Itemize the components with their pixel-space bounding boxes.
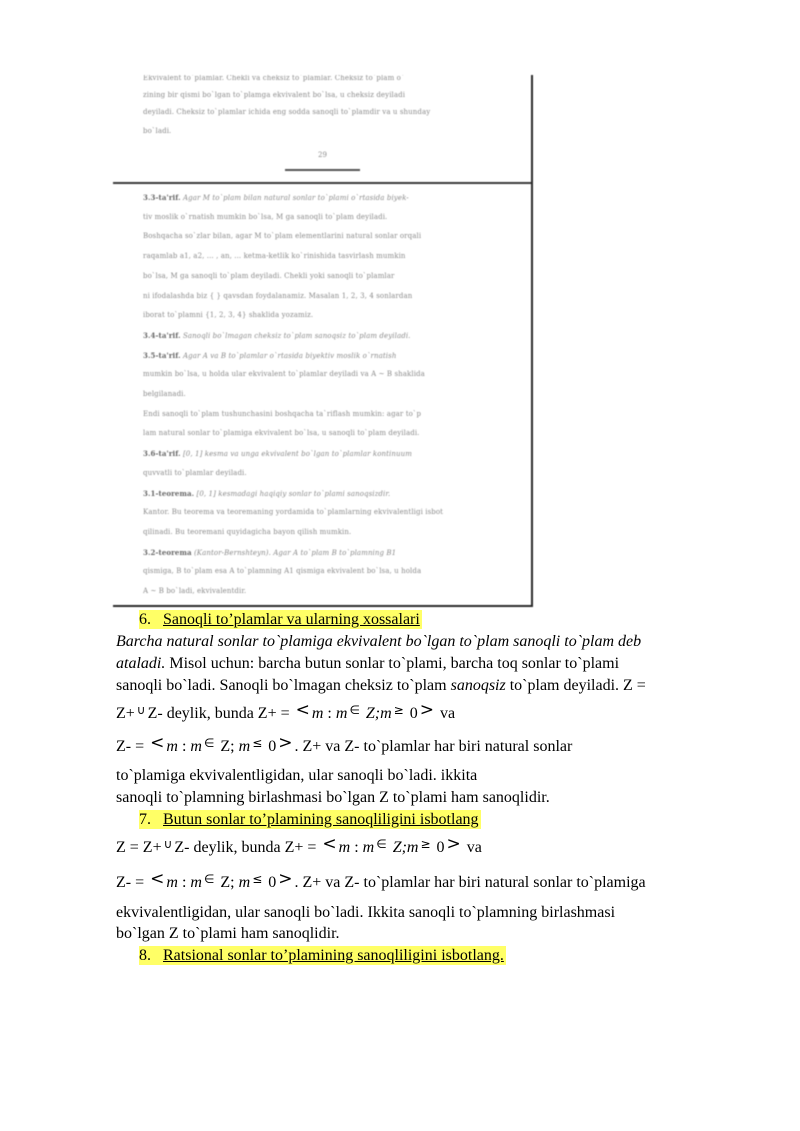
text-run: va	[435, 705, 456, 722]
text-run: Z = Z+	[116, 839, 162, 856]
text-run: :	[177, 738, 191, 755]
text-run: Z;	[220, 738, 235, 755]
scan-line	[143, 252, 406, 260]
scan-text: (Kantor-Bernshteyn). Agar A to`plam B to`plamning B1	[191, 548, 397, 557]
scan-line	[143, 528, 351, 536]
italic-text: Z;m	[392, 839, 419, 856]
scan-text: raqamlab a1, a2, ... , an, ... ketma-ketlik ko`rinishida tasvirlash mumkin	[143, 252, 406, 261]
scan-line	[143, 292, 412, 300]
text-run: . Z+ va Z- to`plamlar har biri natural sonlar	[294, 738, 573, 755]
scan-line	[143, 587, 246, 595]
scan-bold-label: 3.5-ta'rif.	[143, 350, 181, 360]
angle-left-symbol: <	[150, 733, 165, 753]
section-number: 7.	[139, 811, 151, 828]
element-of-symbol: ∈	[203, 872, 215, 886]
scan-page-separator	[113, 182, 533, 184]
union-symbol: ∪	[163, 837, 173, 851]
angle-right-symbol: >	[278, 733, 293, 753]
element-of-symbol: ∈	[376, 837, 387, 851]
text-run: Z- =	[116, 738, 145, 755]
scan-line	[143, 449, 412, 458]
text-run: 0	[436, 839, 445, 856]
scan-line	[143, 193, 409, 202]
scan-line	[143, 489, 390, 498]
scan-text: Endi sanoqli to`plam tushunchasini boshqacha ta`riflash mumkin: agar to`p	[143, 409, 422, 418]
text-run: Z+	[116, 705, 135, 722]
scan-text: A ~ B bo`ladi, ekvivalentdir.	[143, 587, 247, 595]
scan-text: ni ifodalashda biz { } qavsdan foydalanamiz. Masalan 1, 2, 3, 4 sonlardan	[143, 291, 413, 300]
scan-line	[143, 390, 186, 398]
text-run: Z- deylik, bunda Z+ =	[147, 705, 290, 722]
formula-line	[116, 834, 482, 858]
scan-line	[143, 272, 395, 280]
section-7-heading	[139, 810, 481, 829]
text-run: va	[462, 839, 482, 856]
text-run: Z- =	[116, 874, 145, 891]
geq-symbol: ≥	[393, 703, 404, 717]
paragraph-line: to`plamiga ekvivalentligidan, ular sanoqli bo`ladi. ikkita	[116, 767, 478, 784]
scan-line	[143, 508, 443, 516]
italic-text: Z;m	[365, 705, 392, 722]
scan-text: tiv moslik o`rnatish mumkin bo`lsa, M ga sanoqli to`plam deyiladi.	[143, 212, 388, 221]
paragraph-line: bo`lgan Z to`plami ham sanoqlidir.	[116, 925, 340, 942]
scan-bold-label: 3.2-teorema	[143, 547, 192, 557]
scan-text: mumkin bo`lsa, u holda ular ekvivalent to`plamlar deyiladi va A ~ B shaklida	[143, 370, 425, 379]
section-6-heading	[139, 610, 422, 629]
scan-text: qilinadi. Bu teoremani quyidagicha bayon qilish mumkin.	[143, 527, 352, 536]
text-run: :	[323, 705, 336, 722]
section-8-heading	[139, 946, 506, 965]
scan-line	[143, 213, 387, 221]
italic-text: ataladi.	[116, 655, 166, 672]
leq-symbol: ≤	[252, 736, 263, 750]
italic-text: m	[311, 705, 324, 722]
section-number: 6.	[139, 611, 151, 628]
italic-text: m	[234, 874, 251, 891]
section-title: Butun sonlar to’plamining sanoqliligini isbotlang	[163, 811, 479, 828]
paragraph-line	[116, 654, 619, 673]
scan-text: [0, 1] kesmadagi haqiqiy sonlar to`plami sanoqsizdir.	[194, 489, 391, 498]
scan-bold-label: 3.3-ta'rif.	[143, 193, 181, 202]
text-run: to`plam deyiladi. Z =	[505, 677, 646, 694]
scan-text: Agar A va B to`plamlar o`rtasida biyektiv moslik o`rnatish	[180, 351, 397, 360]
element-of-symbol: ∈	[349, 703, 360, 717]
scan-footnote-rule	[285, 169, 360, 171]
italic-text: m	[166, 738, 178, 755]
scan-line	[143, 469, 247, 477]
formula-line	[116, 869, 646, 893]
paragraph-line: ekvivalentligidan, ular sanoqli bo`ladi. Ikkita sanoqli to`plamning birlashmasi	[116, 904, 616, 921]
scan-text: lam natural sonlar to`plamiga ekvivalent bo`lsa, u sanoqli to`plam deyiladi.	[143, 429, 420, 438]
text-run: . Z+ va Z- to`plamlar har biri natural sonlar to`plamiga	[294, 874, 646, 891]
element-of-symbol: ∈	[203, 736, 215, 750]
scan-line	[143, 410, 421, 418]
italic-text: m	[234, 738, 251, 755]
angle-left-symbol: <	[295, 700, 310, 720]
angle-right-symbol: >	[278, 869, 293, 889]
italic-text: m	[166, 874, 178, 891]
italic-text: m	[338, 839, 351, 856]
italic-text: m	[362, 839, 375, 856]
scan-page-number: 29	[318, 151, 327, 159]
scan-text: Agar M to`plam bilan natural sonlar to`plami o`rtasida biyek-	[180, 194, 409, 202]
scan-line	[143, 548, 396, 557]
italic-text: sanoqsiz	[450, 677, 506, 694]
scan-bold-label: 3.6-ta'rif.	[143, 449, 181, 459]
geq-symbol: ≥	[420, 837, 431, 851]
scan-line	[143, 331, 411, 340]
union-symbol: ∪	[136, 703, 146, 717]
scan-text: bo`lsa, M ga sanoqli to`plam deyiladi. Chekli yoki sanoqli to`plamlar	[143, 271, 395, 280]
section-number: 8.	[139, 947, 151, 964]
text-run: :	[350, 839, 363, 856]
scan-text: qismiga, B to`plam esa A to`plamning A1 qismiga ekvivalent bo`lsa, u holda	[143, 567, 422, 576]
section-title: Sanoqli to’plamlar va ularning xossalari	[163, 611, 420, 628]
italic-text: m	[190, 874, 202, 891]
angle-right-symbol: >	[446, 834, 461, 854]
formula-line	[116, 733, 573, 757]
scan-text: [0, 1] kesma va unga ekvivalent bo`lgan to`plamlar kontinuum	[180, 450, 412, 459]
scan-line: deyiladi. Cheksiz to`plamlar ichida eng sodda sanoqli to`plamdir va u shunday	[143, 108, 431, 116]
scan-line	[143, 429, 419, 437]
scan-bold-label: 3.1-teorema.	[143, 488, 195, 498]
scan-text: Boshqacha so`zlar bilan, agar M to`plam elementlarini natural sonlar orqali	[143, 232, 422, 241]
angle-right-symbol: >	[419, 700, 434, 720]
scan-text: iborat to`plamni {1, 2, 3, 4} shaklida yozamiz.	[143, 311, 314, 320]
text-run: Z- deylik, bunda Z+ =	[174, 839, 317, 856]
italic-text: m	[335, 705, 348, 722]
text-run: 0	[409, 705, 418, 722]
scan-line	[143, 370, 425, 378]
text-run: 0	[268, 874, 277, 891]
formula-line	[116, 700, 456, 724]
italic-text: Barcha natural sonlar to`plamiga ekvivalent bo`lgan to`plam sanoqli to`plam deb	[116, 633, 642, 650]
paragraph-line: sanoqli to`plamning birlashmasi bo`lgan Z to`plami ham sanoqlidir.	[116, 789, 550, 806]
scan-line	[143, 351, 396, 360]
scanned-book-page	[113, 75, 533, 607]
scan-bold-label: 3.4-ta'rif.	[143, 330, 181, 340]
scan-text: quvvatli to`plamlar deyiladi.	[143, 468, 247, 477]
scan-line	[143, 232, 421, 240]
text-run: :	[177, 874, 191, 891]
scan-line: bo`ladi.	[143, 127, 172, 135]
angle-left-symbol: <	[150, 869, 165, 889]
leq-symbol: ≤	[252, 872, 263, 886]
italic-text: m	[190, 738, 202, 755]
scan-text: Kantor. Bu teorema va teoremaning yordamida to`plamlarning ekvivalentligi isbot	[143, 508, 444, 517]
angle-left-symbol: <	[322, 834, 337, 854]
paragraph-line	[116, 676, 646, 695]
paragraph-line	[116, 632, 641, 651]
text-run: sanoqli bo`ladi. Sanoqli bo`lmagan cheksiz to`plam	[116, 677, 451, 694]
text-run: 0	[268, 738, 277, 755]
scan-line: Ekvivalent to`plamlar. Chekli va cheksiz to`plamlar. Cheksiz to`plam o`	[143, 75, 405, 82]
section-title: Ratsional sonlar to’plamining sanoqliligini isbotlang.	[163, 947, 504, 964]
scan-text: belgilanadi.	[143, 390, 186, 398]
text-run: Misol uchun: barcha butun sonlar to`plami, barcha toq sonlar to`plami	[165, 655, 620, 672]
scan-text: Sanoqli bo`lmagan cheksiz to`plam sanoqsiz to`plam deyiladi.	[180, 331, 411, 340]
scan-line	[143, 567, 421, 575]
scan-line: zining bir qismi bo`lgan to`plamga ekvivalent bo`lsa, u cheksiz deyiladi	[143, 91, 406, 99]
text-run: Z;	[220, 874, 235, 891]
scan-line	[143, 311, 313, 319]
